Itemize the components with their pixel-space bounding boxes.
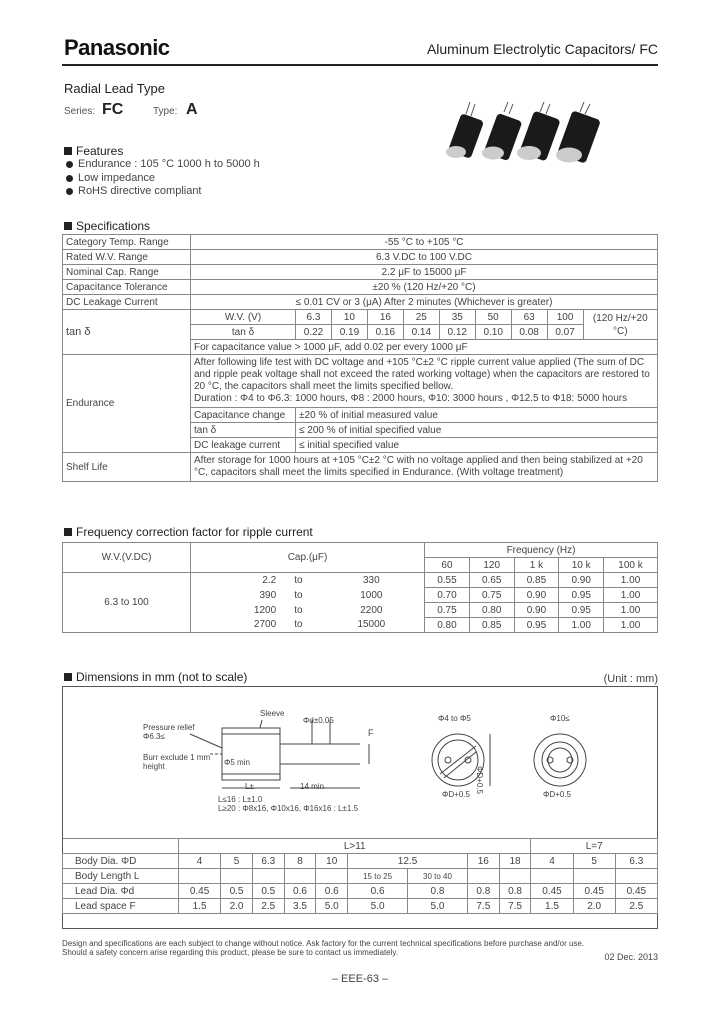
table-cell: 2.0: [573, 899, 615, 914]
table-cell: 0.95: [559, 603, 604, 618]
endurance-value: ±20 % of initial measured value: [296, 408, 658, 423]
table-cell: 0.75: [425, 603, 470, 618]
table-row: [63, 265, 658, 280]
table-cell: 0.55: [425, 573, 470, 588]
table-cell: 4: [179, 854, 221, 869]
table-cell: 1.00: [604, 618, 658, 633]
table-cell: 0.12: [439, 325, 475, 340]
dimension-table: [62, 838, 658, 914]
row-label: Lead Dia. Φd: [63, 884, 179, 899]
table-row: [63, 355, 658, 408]
ring-label: Φ5 min: [224, 758, 250, 767]
frequency-header: Frequency (Hz): [425, 543, 658, 558]
section-bullet: [64, 673, 72, 681]
table-cell: 6.3: [296, 310, 332, 325]
unit-label: (Unit : mm): [603, 673, 658, 685]
specifications-table: [62, 234, 658, 482]
table-cell: 0.85: [469, 618, 514, 633]
table-cell: 0.5: [252, 884, 284, 899]
table-cell: 10: [331, 310, 367, 325]
table-cell: 50: [475, 310, 511, 325]
table-cell: 25: [403, 310, 439, 325]
table-cell: 0.5: [221, 884, 253, 899]
table-cell: 0.14: [403, 325, 439, 340]
features-heading: Features: [64, 144, 123, 158]
cap-tolerance-label: Capacitance Tolerance: [63, 280, 191, 295]
specifications-heading: Specifications: [64, 219, 150, 233]
table-cell: 0.45: [573, 884, 615, 899]
table-cell: 15 to 25: [348, 869, 408, 884]
view1-dia-label: Φ4 to Φ5: [438, 714, 471, 723]
bullet-icon: [66, 188, 73, 195]
table-row: [63, 573, 658, 588]
table-cell: 0.45: [531, 884, 573, 899]
dc-leakage-value: ≤ 0.01 CV or 3 (μA) After 2 minutes (Whichever is greater): [191, 295, 658, 310]
frequency-heading: Frequency correction factor for ripple current: [64, 525, 313, 539]
category-temp-value: -55 °C to +105 °C: [191, 235, 658, 250]
table-cell: 0.85: [514, 573, 559, 588]
table-cell: 0.90: [514, 588, 559, 603]
table-cell: 2.5: [615, 899, 657, 914]
revision-date: 02 Dec. 2013: [604, 952, 658, 962]
frequency-table: [62, 542, 658, 633]
table-cell: 5: [221, 854, 253, 869]
table-cell: 0.90: [514, 603, 559, 618]
rated-wv-label: Rated W.V. Range: [63, 250, 191, 265]
table-cell: 1000: [319, 588, 425, 603]
series-value: FC: [102, 101, 124, 118]
table-row: [63, 250, 658, 265]
table-cell: 0.65: [469, 573, 514, 588]
page-number: – EEE-63 –: [331, 973, 389, 985]
features-list: [66, 158, 260, 199]
pressure-relief-label: Pressure relief: [143, 723, 195, 732]
table-row: [63, 884, 658, 899]
table-cell: 100: [547, 310, 583, 325]
length-tolerance-2: L≥20 : Φ8x16, Φ10x16, Φ16x16 : L±1.5: [218, 804, 359, 813]
table-cell: 8: [284, 854, 316, 869]
table-cell: 0.6: [316, 884, 348, 899]
table-cell: 100 k: [604, 558, 658, 573]
header-divider: [62, 64, 658, 66]
rated-wv-value: 6.3 V.DC to 100 V.DC: [191, 250, 658, 265]
table-cell: 5.0: [348, 899, 408, 914]
table-row: [63, 839, 658, 854]
table-cell: 0.80: [425, 618, 470, 633]
list-item: Low impedance: [66, 172, 260, 186]
table-cell: 1.00: [604, 588, 658, 603]
table-cell: 1.5: [531, 899, 573, 914]
pressure-relief-sub: Φ6.3≤: [143, 732, 165, 741]
table-cell: 5: [573, 854, 615, 869]
table-cell: 0.07: [547, 325, 583, 340]
capacitor-product-image: [440, 102, 610, 168]
table-cell: 0.19: [331, 325, 367, 340]
table-cell: 1200: [191, 603, 279, 618]
table-cell: 2.0: [221, 899, 253, 914]
min-length-label: 14 min: [300, 782, 325, 791]
bullet-icon: [66, 161, 73, 168]
endurance-text: After following life test with DC voltage and +105 °C±2 °C ripple current value applied (The sum of DC and ripple peak voltage shall not exceed the rated working voltage) when the capacitors are restored to 20 °C, the capacitors shall meet the limits specified bellow. Duration : Φ4 to Φ6.3: 1000 hours, Φ8 : 2000 hours, Φ10: 3000 hours , Φ12.5 to Φ18: 5000 hours: [191, 355, 658, 408]
type-value: A: [186, 101, 198, 118]
table-cell: 12.5: [348, 854, 468, 869]
tan-wv-label: W.V. (V): [191, 310, 296, 325]
table-cell: 0.6: [284, 884, 316, 899]
table-cell: 390: [191, 588, 279, 603]
table-cell: 1.00: [604, 573, 658, 588]
table-cell: 1.00: [559, 618, 604, 633]
table-cell: 0.45: [615, 884, 657, 899]
table-cell: 0.75: [469, 588, 514, 603]
table-cell: 4: [531, 854, 573, 869]
table-cell: 0.6: [348, 884, 408, 899]
table-cell: 0.10: [475, 325, 511, 340]
table-cell: 7.5: [467, 899, 499, 914]
table-cell: 15000: [319, 618, 425, 633]
tan-condition: (120 Hz/+20 °C): [583, 310, 657, 340]
list-item: RoHS directive compliant: [66, 185, 260, 199]
endurance-label: Endurance: [63, 355, 191, 453]
lead-type-title: Radial Lead Type: [64, 81, 165, 96]
view2-dia-label: Φ10≤: [550, 714, 570, 723]
series-label: Series:: [64, 106, 96, 117]
table-cell: 1 k: [514, 558, 559, 573]
bullet-icon: [66, 175, 73, 182]
footnote: Design and specifications are each subject to change without notice. Ask factory for the current technical specifications before purchase and/or use. Should a safety concern arise regarding this product, please be sure to contact us immediately.: [62, 939, 585, 957]
endurance-item: DC leakage current: [191, 438, 296, 453]
table-cell: 2.2: [191, 573, 279, 588]
tan-row-label: tan δ: [191, 325, 296, 340]
table-cell: 0.70: [425, 588, 470, 603]
cap-tolerance-value: ±20 % (120 Hz/+20 °C): [191, 280, 658, 295]
l-group-2: L=7: [531, 839, 658, 854]
table-cell: to: [294, 604, 303, 616]
table-cell: 63: [511, 310, 547, 325]
dc-leakage-label: DC Leakage Current: [63, 295, 191, 310]
table-cell: 0.8: [467, 884, 499, 899]
table-cell: 30 to 40: [408, 869, 468, 884]
table-cell: 330: [319, 573, 425, 588]
nominal-cap-value: 2.2 μF to 15000 μF: [191, 265, 658, 280]
shelf-life-text: After storage for 1000 hours at +105 °C±2 °C with no voltage applied and then being stabilized at +20 °C, capacitors shall meet the limits specified in Endurance. (With voltage treatment): [191, 453, 658, 482]
table-row: [63, 280, 658, 295]
document-title: Aluminum Electrolytic Capacitors/ FC: [426, 41, 658, 57]
endurance-item: tan δ: [191, 423, 296, 438]
table-cell: to: [294, 574, 303, 586]
section-bullet: [64, 528, 72, 536]
nominal-cap-label: Nominal Cap. Range: [63, 265, 191, 280]
type-label: Type:: [153, 106, 178, 117]
table-cell: 0.80: [469, 603, 514, 618]
dimensions-heading: Dimensions in mm (not to scale): [64, 670, 247, 684]
table-cell: 35: [439, 310, 475, 325]
table-cell: 5.0: [408, 899, 468, 914]
l-group-1: L>11: [179, 839, 531, 854]
table-cell: 6.3: [615, 854, 657, 869]
endurance-item: Capacitance change: [191, 408, 296, 423]
length-tolerance-1: L≤16 : L±1.0: [218, 795, 263, 804]
wv-value: 6.3 to 100: [63, 573, 191, 633]
table-row: [63, 310, 658, 325]
table-cell: to: [278, 618, 318, 633]
table-cell: 60: [425, 558, 470, 573]
table-cell: 0.08: [511, 325, 547, 340]
table-cell: 16: [367, 310, 403, 325]
table-cell: 3.5: [284, 899, 316, 914]
wv-header: W.V.(V.DC): [63, 543, 191, 573]
section-bullet: [64, 147, 72, 155]
table-cell: 0.45: [179, 884, 221, 899]
table-cell: 7.5: [499, 899, 531, 914]
lead-dia-label: Φd±0.05: [303, 716, 334, 725]
endurance-value: ≤ initial specified value: [296, 438, 658, 453]
table-cell: 120: [469, 558, 514, 573]
table-row: [63, 235, 658, 250]
table-cell: 16: [467, 854, 499, 869]
table-cell: 10: [316, 854, 348, 869]
table-cell: 0.22: [296, 325, 332, 340]
table-row: [63, 453, 658, 482]
table-cell: 0.90: [559, 573, 604, 588]
section-bullet: [64, 222, 72, 230]
burr-label: Burr exclude 1 mm: [143, 753, 211, 762]
table-cell: 0.8: [499, 884, 531, 899]
lead-space-marker: F: [368, 728, 374, 738]
table-cell: 1.5: [179, 899, 221, 914]
table-row: [63, 899, 658, 914]
table-cell: to: [294, 589, 303, 601]
table-cell: 0.95: [514, 618, 559, 633]
burr-sub: height: [143, 762, 165, 771]
shelf-life-label: Shelf Life: [63, 453, 191, 482]
table-cell: 18: [499, 854, 531, 869]
view1-tol-label: ΦD+0.5: [442, 790, 470, 799]
table-cell: 2700: [191, 618, 279, 633]
table-cell: 6.3: [252, 854, 284, 869]
table-cell: 10 k: [559, 558, 604, 573]
table-row: [63, 543, 658, 558]
table-cell: 1.00: [604, 603, 658, 618]
table-row: [63, 295, 658, 310]
table-cell: 0.8: [408, 884, 468, 899]
table-cell: 0.95: [559, 588, 604, 603]
tan-note: For capacitance value > 1000 μF, add 0.02 per every 1000 μF: [191, 340, 658, 355]
table-row: [63, 854, 658, 869]
tan-delta-label: tan δ: [63, 310, 191, 355]
brand-logo: Panasonic: [64, 35, 170, 60]
view2-tol-label: ΦD+0.5: [543, 790, 571, 799]
table-cell: 5.0: [316, 899, 348, 914]
table-cell: 2200: [319, 603, 425, 618]
table-cell: 0.16: [367, 325, 403, 340]
sleeve-label: Sleeve: [260, 709, 285, 718]
row-label: Body Length L: [63, 869, 179, 884]
cap-header: Cap.(μF): [191, 543, 425, 573]
category-temp-label: Category Temp. Range: [63, 235, 191, 250]
table-row: [63, 869, 658, 884]
list-item: Endurance : 105 °C 1000 h to 5000 h: [66, 158, 260, 172]
view1-side-label: ΦD+0.5: [475, 766, 484, 794]
row-label: Body Dia. ΦD: [63, 854, 179, 869]
body-length-label: L±: [245, 782, 254, 791]
table-cell: 2.5: [252, 899, 284, 914]
row-label: Lead space F: [63, 899, 179, 914]
endurance-value: ≤ 200 % of initial specified value: [296, 423, 658, 438]
